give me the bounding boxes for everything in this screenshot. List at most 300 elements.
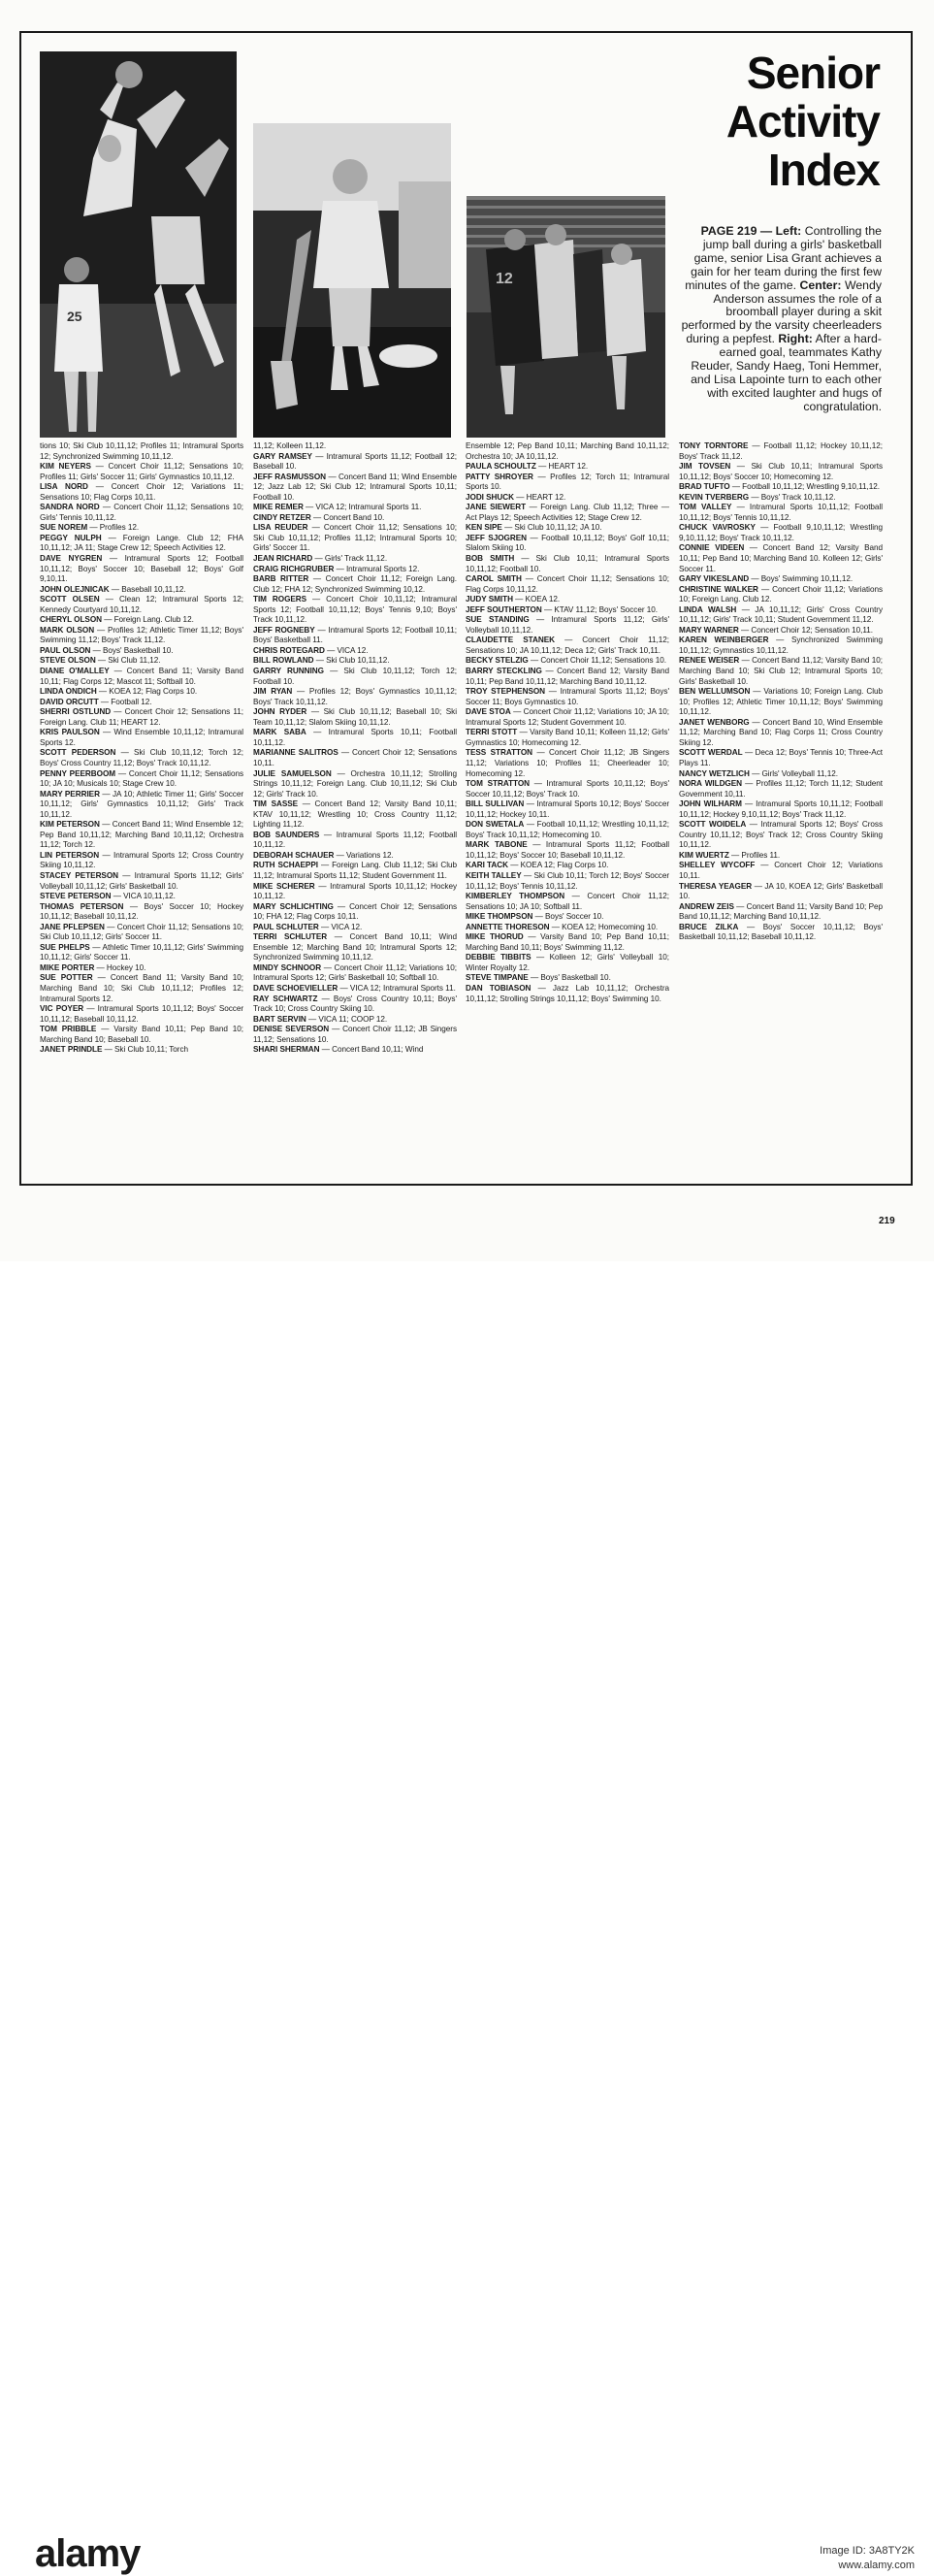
index-entry bbox=[40, 973, 243, 1004]
index-entry bbox=[679, 779, 883, 799]
student-name: SUE POTTER bbox=[40, 973, 93, 983]
student-name: SCOTT PEDERSON bbox=[40, 748, 116, 758]
student-activities: — Intramural Sports 11,12; Football 10,11,12; Boys' Soccer 10; Baseball 10,11,12. bbox=[466, 840, 669, 860]
index-entry bbox=[40, 687, 243, 698]
student-activities: — Intramural Sports 10,11; Football 10,11,12. bbox=[253, 728, 458, 747]
student-activities: — Intramural Sports 10,11,12; Football 10,11,12; Boys' Tennis 10,11,12. bbox=[679, 503, 883, 522]
student-activities: — Concert Choir 12; Sensations 11; Foreign Lang. Club 11; HEART 12. bbox=[40, 707, 243, 727]
student-name: JOHN RYDER bbox=[253, 707, 307, 717]
index-entry bbox=[466, 728, 669, 748]
student-name: TESS STRATTON bbox=[466, 748, 533, 758]
student-activities: — Intramural Sports 11,12; Football 12; Baseball 10. bbox=[253, 451, 457, 472]
student-name: MIKE THOMPSON bbox=[466, 912, 533, 922]
student-name: SUE PHELPS bbox=[40, 942, 90, 952]
student-activities: — Intramural Sports 12; Cross Country Skiing 10,11,12. bbox=[40, 850, 243, 870]
student-name: MARK OLSON bbox=[40, 625, 95, 635]
student-activities: — Foreign Lang. Club 12. bbox=[104, 615, 194, 625]
student-activities: — Concert Choir 11,12; Sensations 10; Flag Corps 10,11,12. bbox=[466, 574, 670, 594]
student-name: CHRISTINE WALKER bbox=[679, 584, 758, 594]
student-activities: — VICA 12; Intramural Sports 11. bbox=[339, 983, 456, 993]
student-activities: — VICA 10,11,12. bbox=[113, 892, 176, 901]
student-name: PAUL SCHLUTER bbox=[253, 922, 319, 931]
index-entry bbox=[466, 462, 669, 473]
student-activities: — Athletic Timer 10,11,12; Girls' Swimming 10,11,12; Girls' Soccer 11. bbox=[40, 942, 244, 962]
student-name: THERESA YEAGER bbox=[679, 881, 753, 891]
student-activities: — Concert Choir 11,12; Sensations 10; Ski Club 10,11,12; Girls' Soccer 11. bbox=[40, 922, 243, 942]
student-activities: — Jazz Lab 10,11,12; Orchestra 10,11,12; Strolling Strings 10,11,12; Boys' Swimming 10. bbox=[466, 983, 670, 1003]
index-entry bbox=[466, 574, 669, 595]
student-activities: — Concert Choir 11,12; Variations 10; JA 10; Intramural Sports 12; Student Government 10. bbox=[466, 707, 670, 727]
student-name: CHERYL OLSON bbox=[40, 615, 102, 625]
index-entry bbox=[466, 707, 669, 728]
index-entry bbox=[40, 820, 243, 851]
index-entry bbox=[466, 615, 669, 636]
student-name: GARY VIKESLAND bbox=[679, 574, 750, 584]
student-name: DENISE SEVERSON bbox=[253, 1025, 330, 1034]
student-name: JANE PFLEPSEN bbox=[40, 922, 105, 931]
index-entry bbox=[40, 963, 243, 974]
student-name: MARY WARNER bbox=[679, 625, 739, 635]
student-name: KIM PETERSON bbox=[40, 820, 100, 830]
student-name: JEFF RASMUSSON bbox=[253, 472, 327, 481]
student-activities: Ensemble 12; Pep Band 10,11; Marching Band 10,11,12; Orchestra 10; JA 10,11,12. bbox=[466, 441, 669, 461]
index-entry bbox=[466, 984, 669, 1004]
index-entry bbox=[466, 595, 669, 605]
index-entry bbox=[40, 462, 243, 482]
index-entry bbox=[679, 543, 883, 574]
index-entry bbox=[253, 902, 457, 923]
student-activities: — VICA 12. bbox=[327, 645, 369, 655]
student-activities: — Concert Choir 11,12; Sensations 10. bbox=[530, 656, 666, 666]
student-name: MIKE REMER bbox=[253, 503, 304, 512]
student-activities: — Concert Choir 11,12; JB Singers 11,12; Variations 10; Profiles 11; Cheerleader 10; Homecoming 12. bbox=[466, 748, 669, 778]
caption-right-text: After a hard-earned goal, teammates Kathy Reuder, Sandy Haeg, Toni Hemmer, and Lisa Lapointe turn to each other with excited laughter and hugs of congratulation. bbox=[691, 332, 882, 413]
student-name: CLAUDETTE STANEK bbox=[466, 636, 555, 645]
index-entry bbox=[253, 626, 457, 646]
student-activities: — Boys' Soccer 10,11,12; Boys' Basketball 10,11,12; Baseball 10,11,12. bbox=[679, 922, 883, 942]
student-name: NORA WILDGEN bbox=[679, 779, 743, 789]
caption-right-label: Right: bbox=[778, 332, 813, 346]
caption-center-text: Wendy Anderson assumes the role of a broomball player during a skit performed by the varsity cheerleaders during a pepfest. bbox=[681, 277, 882, 346]
student-activities: — Boys' Soccer 10. bbox=[534, 912, 604, 922]
index-entry bbox=[253, 728, 457, 748]
student-name: DON SWETALA bbox=[466, 820, 525, 830]
student-activities: — Intramural Sports 10,11,12; Boys' Soccer 10,11,12; Baseball 10,11,12. bbox=[40, 1004, 244, 1024]
student-activities: — Boys' Track 10,11,12. bbox=[751, 492, 836, 502]
index-entry bbox=[253, 851, 457, 862]
student-activities: — Ski Club 11,12. bbox=[97, 656, 161, 666]
student-name: CONNIE VIDEEN bbox=[679, 543, 745, 553]
index-entry bbox=[40, 707, 243, 728]
student-name: BRUCE ZILKA bbox=[679, 922, 739, 931]
student-activities: — Intramural Sports 12; Football 10,11,12; Boys' Soccer 10; Baseball 12; Boys' Golf 9,10,11. bbox=[40, 554, 243, 584]
student-name: TIM ROGERS bbox=[253, 595, 307, 604]
index-entry bbox=[40, 728, 243, 748]
index-entry bbox=[679, 462, 883, 482]
student-name: SUE STANDING bbox=[466, 615, 530, 625]
student-activities: — Football 11,12; Hockey 10,11,12; Boys' Track 11,12. bbox=[679, 441, 883, 461]
student-name: JEFF SOUTHERTON bbox=[466, 604, 542, 614]
index-entry bbox=[679, 861, 883, 881]
student-activities: — JA 10,11,12; Girls' Cross Country 10,11,12; Girls' Track 10,11; Student Government 11,12. bbox=[679, 604, 884, 625]
student-activities: — HEART 12. bbox=[516, 492, 566, 502]
student-name: TERRI SCHLUTER bbox=[253, 932, 328, 942]
student-activities: — Kolleen 12; Girls' Volleyball 10; Winter Royalty 12. bbox=[466, 953, 669, 972]
student-name: RAY SCHWARTZ bbox=[253, 994, 318, 1003]
student-activities: — Football 12. bbox=[100, 697, 152, 706]
student-name: PAUL OLSON bbox=[40, 645, 91, 655]
student-activities: — Concert Band 10,11; Wind Ensemble 12; Marching Band 10; Intramural Sports 12; Synchronized Swimming 10,11,12. bbox=[253, 932, 457, 962]
student-activities: — KOEA 12; Flag Corps 10. bbox=[98, 687, 198, 697]
student-name: JUDY SMITH bbox=[466, 595, 513, 604]
student-activities: — Baseball 10,11,12. bbox=[111, 584, 186, 594]
student-name: STEVE TIMPANE bbox=[466, 973, 529, 983]
student-activities: — Concert Band 10, Wind Ensemble 11,12; Marching Band 10; Flag Corps 11; Cross Country Skiing 12. bbox=[679, 717, 883, 747]
student-name: JOHN WILHARM bbox=[679, 799, 742, 809]
student-activities: — Ski Club 10,11; Torch 12; Boys' Soccer 10,11,12; Boys' Tennis 10,11,12. bbox=[466, 870, 669, 891]
student-name: MARY SCHLICHTING bbox=[253, 901, 334, 911]
index-entry bbox=[466, 656, 669, 667]
student-activities: — Profiles 12; Boys' Gymnastics 10,11,12; Boys' Track 10,11,12. bbox=[253, 687, 457, 706]
student-name: GARRY RUNNING bbox=[253, 667, 324, 676]
student-activities: — Orchestra 10,11,12; Strolling Strings 10,11,12; Foreign Lang. Club 10,11,12; Ski Club 12; Girls' Track 10. bbox=[253, 768, 457, 799]
index-entry bbox=[253, 1045, 457, 1056]
index-entry bbox=[40, 441, 243, 462]
student-activities: — Football 10,11,12; Wrestling 9,10,11,12. bbox=[731, 482, 881, 492]
index-entry bbox=[466, 820, 669, 840]
student-activities: — Wind Ensemble 10,11,12; Intramural Sports 12. bbox=[40, 728, 243, 747]
index-entry bbox=[466, 503, 669, 523]
student-activities: — Intramural Sports 12. bbox=[336, 564, 420, 573]
student-activities: — Concert Choir 11,12; Sensations 10; Ski Club 10,11,12; Profiles 11,12; Intramural Sports 10; Girls' Soccer 11. bbox=[253, 523, 457, 553]
photo-basketball-jump-ball bbox=[40, 51, 237, 438]
student-name: SHERRI OSTLUND bbox=[40, 707, 112, 717]
index-entry bbox=[40, 503, 243, 523]
student-activities: — Foreign Lang. Club 11,12; Ski Club 11,12; Intramural Sports 11,12; Student Government 11. bbox=[253, 861, 457, 880]
student-name: SANDRA NORD bbox=[40, 503, 100, 512]
student-name: KIM WUERTZ bbox=[679, 850, 729, 860]
index-entry bbox=[40, 646, 243, 657]
student-activities: — Concert Band 11; Varsity Band 10; Pep Band 10,11,12; Marching Band 10,11,12. bbox=[679, 901, 883, 922]
student-activities: — Concert Choir 11,12; Variations 10; Foreign Lang. Club 12. bbox=[679, 584, 884, 604]
student-name: BECKY STELZIG bbox=[466, 656, 529, 666]
student-name: STEVE OLSON bbox=[40, 656, 96, 666]
index-entry bbox=[679, 574, 883, 585]
student-name: BEN WELLUMSON bbox=[679, 687, 751, 697]
student-name: BRAD TUFTO bbox=[679, 482, 730, 492]
student-activities: — Ski Club 10,11,12; Torch 12; Boys' Cross Country 11,12; Boys' Track 10,11,12. bbox=[40, 748, 243, 767]
index-entry bbox=[40, 748, 243, 768]
student-name: KAREN WEINBERGER bbox=[679, 636, 769, 645]
index-entry bbox=[40, 554, 243, 585]
student-name: DAVE SCHOEVIELLER bbox=[253, 983, 338, 993]
index-entry bbox=[253, 667, 457, 687]
index-entry bbox=[466, 953, 669, 973]
index-entry bbox=[253, 1015, 457, 1026]
yearbook-page bbox=[0, 0, 934, 1261]
student-name: TIM SASSE bbox=[253, 799, 299, 809]
student-activities: — Hockey 10. bbox=[96, 962, 146, 972]
student-activities: — Profiles 12. bbox=[89, 523, 140, 533]
index-entry bbox=[253, 503, 457, 513]
student-name: PENNY PEERBOOM bbox=[40, 768, 116, 778]
index-entry bbox=[466, 871, 669, 892]
stock-logo: alamy bbox=[35, 2532, 141, 2575]
student-name: MIKE THORUD bbox=[466, 932, 524, 942]
student-name: DAVE NYGREN bbox=[40, 554, 103, 564]
student-activities: — VICA 11; COOP 12. bbox=[308, 1014, 388, 1024]
index-entry bbox=[466, 912, 669, 923]
student-name: DAVID ORCUTT bbox=[40, 697, 99, 706]
student-activities: — KOEA 12; Homecoming 10. bbox=[551, 922, 659, 931]
student-name: ANDREW ZEIS bbox=[679, 901, 734, 911]
student-name: JULIE SAMUELSON bbox=[253, 768, 332, 778]
index-entry bbox=[466, 493, 669, 504]
student-activities: — Concert Choir 12; Variations 11; Sensations 10; Flag Corps 10,11. bbox=[40, 482, 243, 502]
index-entry bbox=[40, 892, 243, 902]
student-name: SHARI SHERMAN bbox=[253, 1045, 320, 1055]
index-entry bbox=[679, 820, 883, 851]
student-activities: — Boys' Basketball 10. bbox=[530, 973, 611, 983]
index-entry bbox=[253, 452, 457, 473]
index-entry bbox=[40, 615, 243, 626]
student-name: JEFF ROGNEBY bbox=[253, 625, 315, 635]
index-entry bbox=[40, 943, 243, 963]
index-entry bbox=[40, 656, 243, 667]
student-activities: — Football 10,11,12; Boys' Golf 10,11; Slalom Skiing 10. bbox=[466, 533, 669, 553]
student-name: NANCY WETZLICH bbox=[679, 768, 750, 778]
index-entry bbox=[40, 534, 243, 554]
index-entry bbox=[253, 687, 457, 707]
student-activities: — Varsity Band 10; Pep Band 10,11; Marching Band 10,11; Boys' Swimming 11,12. bbox=[466, 932, 669, 952]
student-name: JEFF SJOGREN bbox=[466, 533, 527, 542]
photo-caption bbox=[679, 225, 882, 414]
index-entry bbox=[40, 871, 243, 892]
student-name: STACEY PETERSON bbox=[40, 870, 119, 880]
student-name: SHELLEY WYCOFF bbox=[679, 861, 756, 870]
student-name: LISA REUDER bbox=[253, 523, 308, 533]
student-activities: — Intramural Sports 11,12; Girls' Volleyball 10,11,12; Girls' Basketball 10. bbox=[40, 870, 243, 891]
student-activities: — Boys' Cross Country 10,11; Boys' Track 10; Cross Country Skiing 10. bbox=[253, 994, 457, 1014]
index-entry bbox=[466, 973, 669, 984]
index-entry bbox=[679, 441, 883, 462]
page-title bbox=[666, 49, 880, 194]
index-entry bbox=[253, 646, 457, 657]
student-activities: — Profiles 11,12; Torch 11,12; Student Government 10,11. bbox=[679, 779, 883, 799]
student-name: MIKE SCHERER bbox=[253, 881, 315, 891]
index-entry bbox=[466, 932, 669, 953]
student-name: SCOTT WERDAL bbox=[679, 748, 743, 758]
student-activities: — Concert Choir 11,12; Sensations 10; JA 10; Softball 11. bbox=[466, 892, 669, 911]
student-name: SCOTT OLSEN bbox=[40, 595, 100, 604]
index-entry bbox=[679, 605, 883, 626]
index-entry bbox=[679, 503, 883, 523]
student-activities: — Girls' Track 11,12. bbox=[314, 554, 388, 564]
caption-center-label: Center: bbox=[799, 277, 842, 292]
index-entry bbox=[679, 687, 883, 718]
student-name: JANET WENBORG bbox=[679, 717, 750, 727]
student-name: MIKE PORTER bbox=[40, 962, 95, 972]
index-entry bbox=[466, 534, 669, 554]
student-name: CAROL SMITH bbox=[466, 574, 522, 584]
index-entry bbox=[466, 861, 669, 871]
index-entry bbox=[40, 923, 243, 943]
student-activities: — HEART 12. bbox=[538, 462, 589, 472]
student-activities: — Foreign Lang. Club 11,12; Three — Act Plays 12; Speech Activities 12; Stage Crew 12. bbox=[466, 503, 669, 522]
student-activities: — Deca 12; Boys' Tennis 10; Three-Act Plays 11. bbox=[679, 748, 883, 767]
index-entry bbox=[679, 482, 883, 493]
index-entry bbox=[679, 748, 883, 768]
index-entry bbox=[253, 995, 457, 1015]
student-activities: — Concert Choir 12; Variations 10,11. bbox=[679, 861, 883, 880]
index-entry bbox=[466, 441, 669, 462]
index-entry bbox=[679, 656, 883, 687]
index-column-1 bbox=[40, 441, 243, 1056]
stock-meta bbox=[820, 2544, 915, 2573]
student-activities: tions 10; Ski Club 10,11,12; Profiles 11; Intramural Sports 12; Synchronized Swimming 10,11,12. bbox=[40, 441, 243, 461]
index-entry bbox=[679, 718, 883, 749]
index-entry bbox=[679, 585, 883, 605]
index-entry bbox=[679, 636, 883, 656]
student-name: JANET PRINDLE bbox=[40, 1045, 103, 1055]
student-activities: — Football 10,11,12; Wrestling 10,11,12; Boys' Track 10,11,12; Homecoming 10. bbox=[466, 820, 670, 839]
student-name: BART SERVIN bbox=[253, 1014, 306, 1024]
index-entry bbox=[40, 902, 243, 923]
student-activities: — KOEA 12. bbox=[515, 595, 561, 604]
index-entry bbox=[40, 667, 243, 687]
student-name: KEVIN TVERBERG bbox=[679, 492, 750, 502]
index-entry bbox=[253, 513, 457, 524]
student-name: TROY STEPHENSON bbox=[466, 687, 546, 697]
student-activities: — Concert Choir 12; Sensations 10; FHA 12; Flag Corps 10,11. bbox=[253, 901, 457, 922]
svg-text:25: 25 bbox=[67, 309, 82, 324]
student-activities: — VICA 12. bbox=[320, 922, 363, 931]
student-activities: — Concert Band 12; Varsity Band 10,11; Pep Band 10,11,12; Marching Band 10,11,12. bbox=[466, 667, 669, 686]
student-activities: — Concert Band 11; Varsity Band 10; Marching Band 10; Ski Club 10,11,12; Profiles 12; Intramural Sports 12. bbox=[40, 973, 243, 1003]
stock-watermark-bar bbox=[0, 1261, 934, 2575]
student-activities: — Intramural Sports 10,11,12; Boys' Soccer 10,11,12; Boys' Track 10. bbox=[466, 779, 669, 799]
student-name: PAULA SCHOULTZ bbox=[466, 462, 536, 472]
index-entry bbox=[679, 493, 883, 504]
index-entry bbox=[253, 554, 457, 565]
stock-site: www.alamy.com bbox=[838, 2560, 915, 2571]
index-entry bbox=[679, 769, 883, 780]
student-name: MARK SABA bbox=[253, 728, 306, 737]
student-activities: — Concert Band 10,11; Wind bbox=[321, 1045, 424, 1055]
student-name: KRIS PAULSON bbox=[40, 728, 100, 737]
student-activities: — Foreign Lange. Club 12; FHA 10,11,12; JA 11; Stage Crew 12; Speech Activities 12. bbox=[40, 533, 243, 553]
student-name: TERRI STOTT bbox=[466, 728, 518, 737]
student-activities: — KTAV 11,12; Boys' Soccer 10. bbox=[543, 604, 658, 614]
student-name: JEAN RICHARD bbox=[253, 554, 313, 564]
student-activities: — Football 9,10,11,12; Wrestling 9,10,11,12; Boys' Track 10,11,12. bbox=[679, 523, 883, 542]
student-name: JODI SHUCK bbox=[466, 492, 514, 502]
student-name: TOM VALLEY bbox=[679, 503, 732, 512]
index-entry bbox=[40, 585, 243, 596]
student-activities: — Profiles 11. bbox=[731, 850, 781, 860]
photo-soccer-celebration bbox=[467, 196, 665, 438]
index-entry bbox=[466, 687, 669, 707]
student-activities: — Concert Choir 11,12; Sensations 10; JA 10,11,12; Deca 12; Girls' Track 10,11. bbox=[466, 636, 669, 655]
student-activities: — Intramural Sports 11,12; Football 10,11,12. bbox=[253, 830, 457, 850]
student-activities: — Concert Band 12; Varsity Band 10,11; Pep Band 10; Marching Band 10. Kolleen 12; Girls' Soccer 11. bbox=[679, 543, 883, 573]
index-entry bbox=[253, 861, 457, 881]
index-entry bbox=[40, 626, 243, 646]
index-entry bbox=[466, 605, 669, 616]
student-name: LIN PETERSON bbox=[40, 850, 100, 860]
title-line: Activity bbox=[725, 96, 880, 147]
index-entry bbox=[40, 595, 243, 615]
index-entry bbox=[466, 667, 669, 687]
student-name: TOM STRATTON bbox=[466, 779, 531, 789]
index-entry bbox=[253, 923, 457, 933]
student-activities: — Variations 12. bbox=[336, 850, 394, 860]
student-name: MARIANNE SALITROS bbox=[253, 748, 338, 758]
student-activities: — Concert Choir 11,12; JB Singers 11,12; Sensations 10. bbox=[253, 1025, 457, 1044]
index-column-3 bbox=[466, 441, 669, 1004]
index-entry bbox=[679, 902, 883, 923]
index-entry bbox=[679, 923, 883, 943]
student-name: THOMAS PETERSON bbox=[40, 901, 124, 911]
index-entry bbox=[253, 707, 457, 728]
student-name: BARRY STECKLING bbox=[466, 667, 542, 676]
student-name: KEITH TALLEY bbox=[466, 870, 522, 880]
student-activities: — Boys' Basketball 10. bbox=[92, 645, 174, 655]
index-entry bbox=[40, 1025, 243, 1045]
index-entry bbox=[253, 574, 457, 595]
student-name: CHRIS ROTEGARD bbox=[253, 645, 325, 655]
stock-image-id: Image ID: 3A8TY2K bbox=[820, 2545, 915, 2557]
student-activities: — Concert Choir 11,12; Sensations 10; Girls' Tennis 10,11,12. bbox=[40, 503, 243, 522]
index-entry bbox=[253, 984, 457, 995]
student-activities: — Intramural Sports 12; Football 10,11; Boys' Basketball 11. bbox=[253, 625, 458, 645]
index-entry bbox=[679, 882, 883, 902]
student-activities: — Concert Choir 10,11,12; Intramural Sports 12; Football 10,11,12; Boys' Tennis 9,10; Boys' Track 10,11,12. bbox=[253, 595, 457, 625]
index-entry bbox=[466, 840, 669, 861]
index-entry bbox=[253, 748, 457, 768]
student-name: JANE SIEWERT bbox=[466, 503, 527, 512]
index-entry bbox=[466, 799, 669, 820]
student-name: KARI TACK bbox=[466, 861, 508, 870]
student-activities: — Intramural Sports 10,11,12; Football 10,11,12; Hockey 9,10,11,12; Boys' Track 11,12. bbox=[679, 799, 883, 819]
student-name: CRAIG RICHGRUBER bbox=[253, 564, 335, 573]
student-name: DEBORAH SCHAUER bbox=[253, 850, 335, 860]
student-activities: — Intramural Sports 10,12; Boys' Soccer 10,11,12; Hockey 10,11. bbox=[466, 799, 669, 819]
student-activities: — Ski Club 10,11,12; Torch 12; Football 10. bbox=[253, 667, 457, 686]
index-entry bbox=[253, 565, 457, 575]
student-activities: — Intramural Sports 10,11,12; Hockey 10,11,12. bbox=[253, 881, 457, 901]
student-name: CHUCK VAVROSKY bbox=[679, 523, 756, 533]
student-activities: — Concert Band 10. bbox=[313, 512, 385, 522]
student-activities: — Concert Choir 11,12; Sensations 10; Profiles 11; Girls' Soccer 11; Girls' Gymnastics 10,11,12. bbox=[40, 462, 243, 481]
student-activities: — Concert Choir 11,12; Sensations 10; JA 10; Musicals 10; Stage Crew 10. bbox=[40, 768, 243, 789]
student-activities: — Boys' Swimming 10,11,12. bbox=[751, 574, 853, 584]
student-activities: — Ski Club 10,11; Torch bbox=[104, 1045, 189, 1055]
student-name: DIANE O'MALLEY bbox=[40, 667, 110, 676]
student-name: BILL SULLIVAN bbox=[466, 799, 525, 809]
index-entry bbox=[679, 523, 883, 543]
student-name: RUTH SCHAEPPI bbox=[253, 861, 318, 870]
student-activities: — Intramural Sports 11,12; Boys' Soccer 11; Boys Gymnastics 10. bbox=[466, 687, 669, 706]
caption-left-label: Left: bbox=[775, 224, 802, 238]
student-name: MINDY SCHNOOR bbox=[253, 962, 322, 972]
page-number: 219 bbox=[879, 1216, 895, 1226]
student-name: KIM NEYERS bbox=[40, 462, 91, 472]
index-entry bbox=[466, 779, 669, 799]
caption-page-ref: PAGE 219 — bbox=[700, 224, 773, 238]
index-entry bbox=[253, 441, 457, 452]
student-activities: — Ski Club 10,11,12; Baseball 10; Ski Team 10,11,12; Slalom Skiing 10,11,12. bbox=[253, 707, 457, 727]
